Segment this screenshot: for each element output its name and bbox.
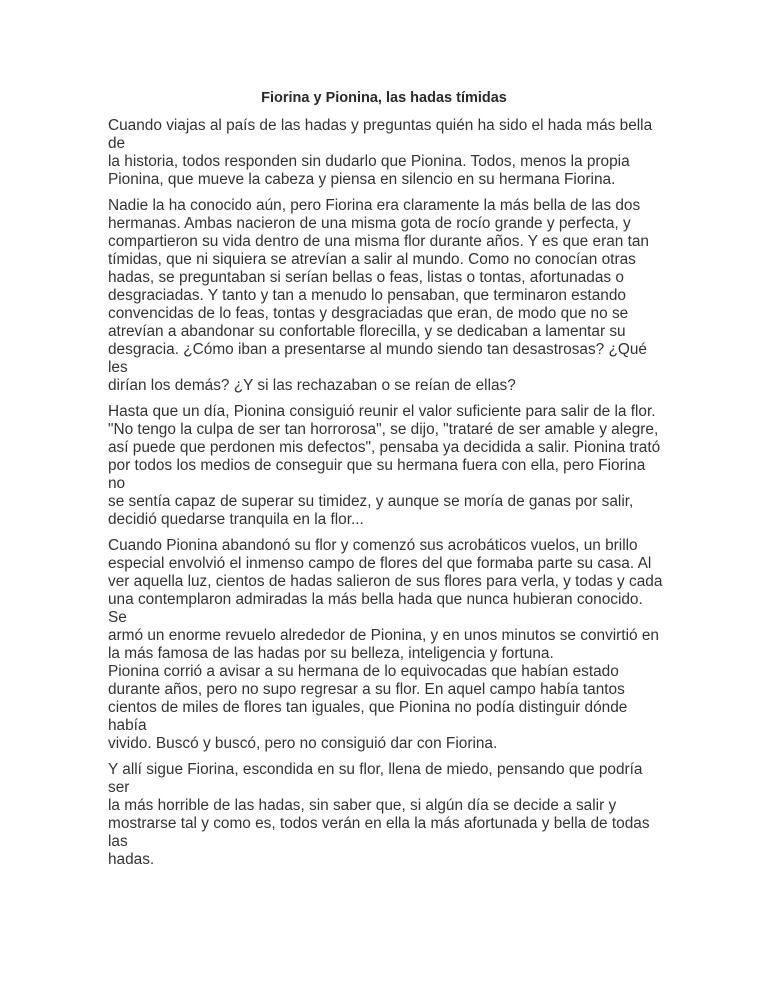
paragraph: Cuando Pionina abandonó su flor y comenzó sus acrobáticos vuelos, un brillo especial envolvió el inmenso campo de flores del que formaba parte su casa. Al ver aquella luz, cientos de hadas salieron de sus flores para verla, y todas y cada una contemplaron admiradas la más bella hada que nunca hubieran conocido. Se armó un enorme revuelo alrededor de Pionina, y en unos minutos se convirtió en la más famosa de las hadas por su belleza, inteligencia y fortuna. (108, 537, 663, 662)
document-body (108, 117, 664, 877)
paragraph: Hasta que un día, Pionina consiguió reunir el valor suficiente para salir de la flor. "No tengo la culpa de ser tan horrorosa", se dijo, "trataré de ser amable y alegre, así puede que perdonen mis defectos", pensaba ya decidida a salir. Pionina trató por todos los medios de conseguir que su hermana fuera con ella, pero Fiorina no se sentía capaz de superar su timidez, y aunque se moría de ganas por salir, decidió quedarse tranquila en la flor... (108, 403, 661, 528)
document-title: Fiorina y Pionina, las hadas tímidas (261, 90, 507, 106)
paragraph: Cuando viajas al país de las hadas y preguntas quién ha sido el hada más bella de la historia, todos responden sin dudarlo que Pionina. Todos, menos la propia Pionina, que mueve la cabeza y piensa en silencio en su hermana Fiorina. (108, 117, 653, 188)
paragraph: Y allí sigue Fiorina, escondida en su flor, llena de miedo, pensando que podría ser la más horrible de las hadas, sin saber que, si algún día se decide a salir y mostrarse tal y como es, todos verán en ella la más afortunada y bella de todas las hadas. (108, 761, 650, 868)
paragraph: Nadie la ha conocido aún, pero Fiorina era claramente la más bella de las dos hermanas. Ambas nacieron de una misma gota de rocío grande y perfecta, y compartieron su vida dentro de una misma flor durante años. Y es que eran tan tímidas, que ni siquiera se atrevían a salir al mundo. Como no conocían otras hadas, se preguntaban si serían bellas o feas, listas o tontas, afortunadas o desgraciadas. Y tanto y tan a menudo lo pensaban, que terminaron estando convencidas de lo feas, tontas y desgraciadas que eran, de modo que no se atrevían a abandonar su confortable florecilla, y se dedicaban a lamentar su desgracia. ¿Cómo iban a presentarse al mundo siendo tan desastrosas? ¿Qué les dirían los demás? ¿Y si las rechazaban o se reían de ellas? (108, 197, 649, 394)
paragraph: Pionina corrió a avisar a su hermana de lo equivocadas que habían estado durante años, pero no supo regresar a su flor. En aquel campo había tantos cientos de miles de flores tan iguales, que Pionina no podía distinguir dónde había vivido. Buscó y buscó, pero no consiguió dar con Fiorina. (108, 663, 628, 752)
